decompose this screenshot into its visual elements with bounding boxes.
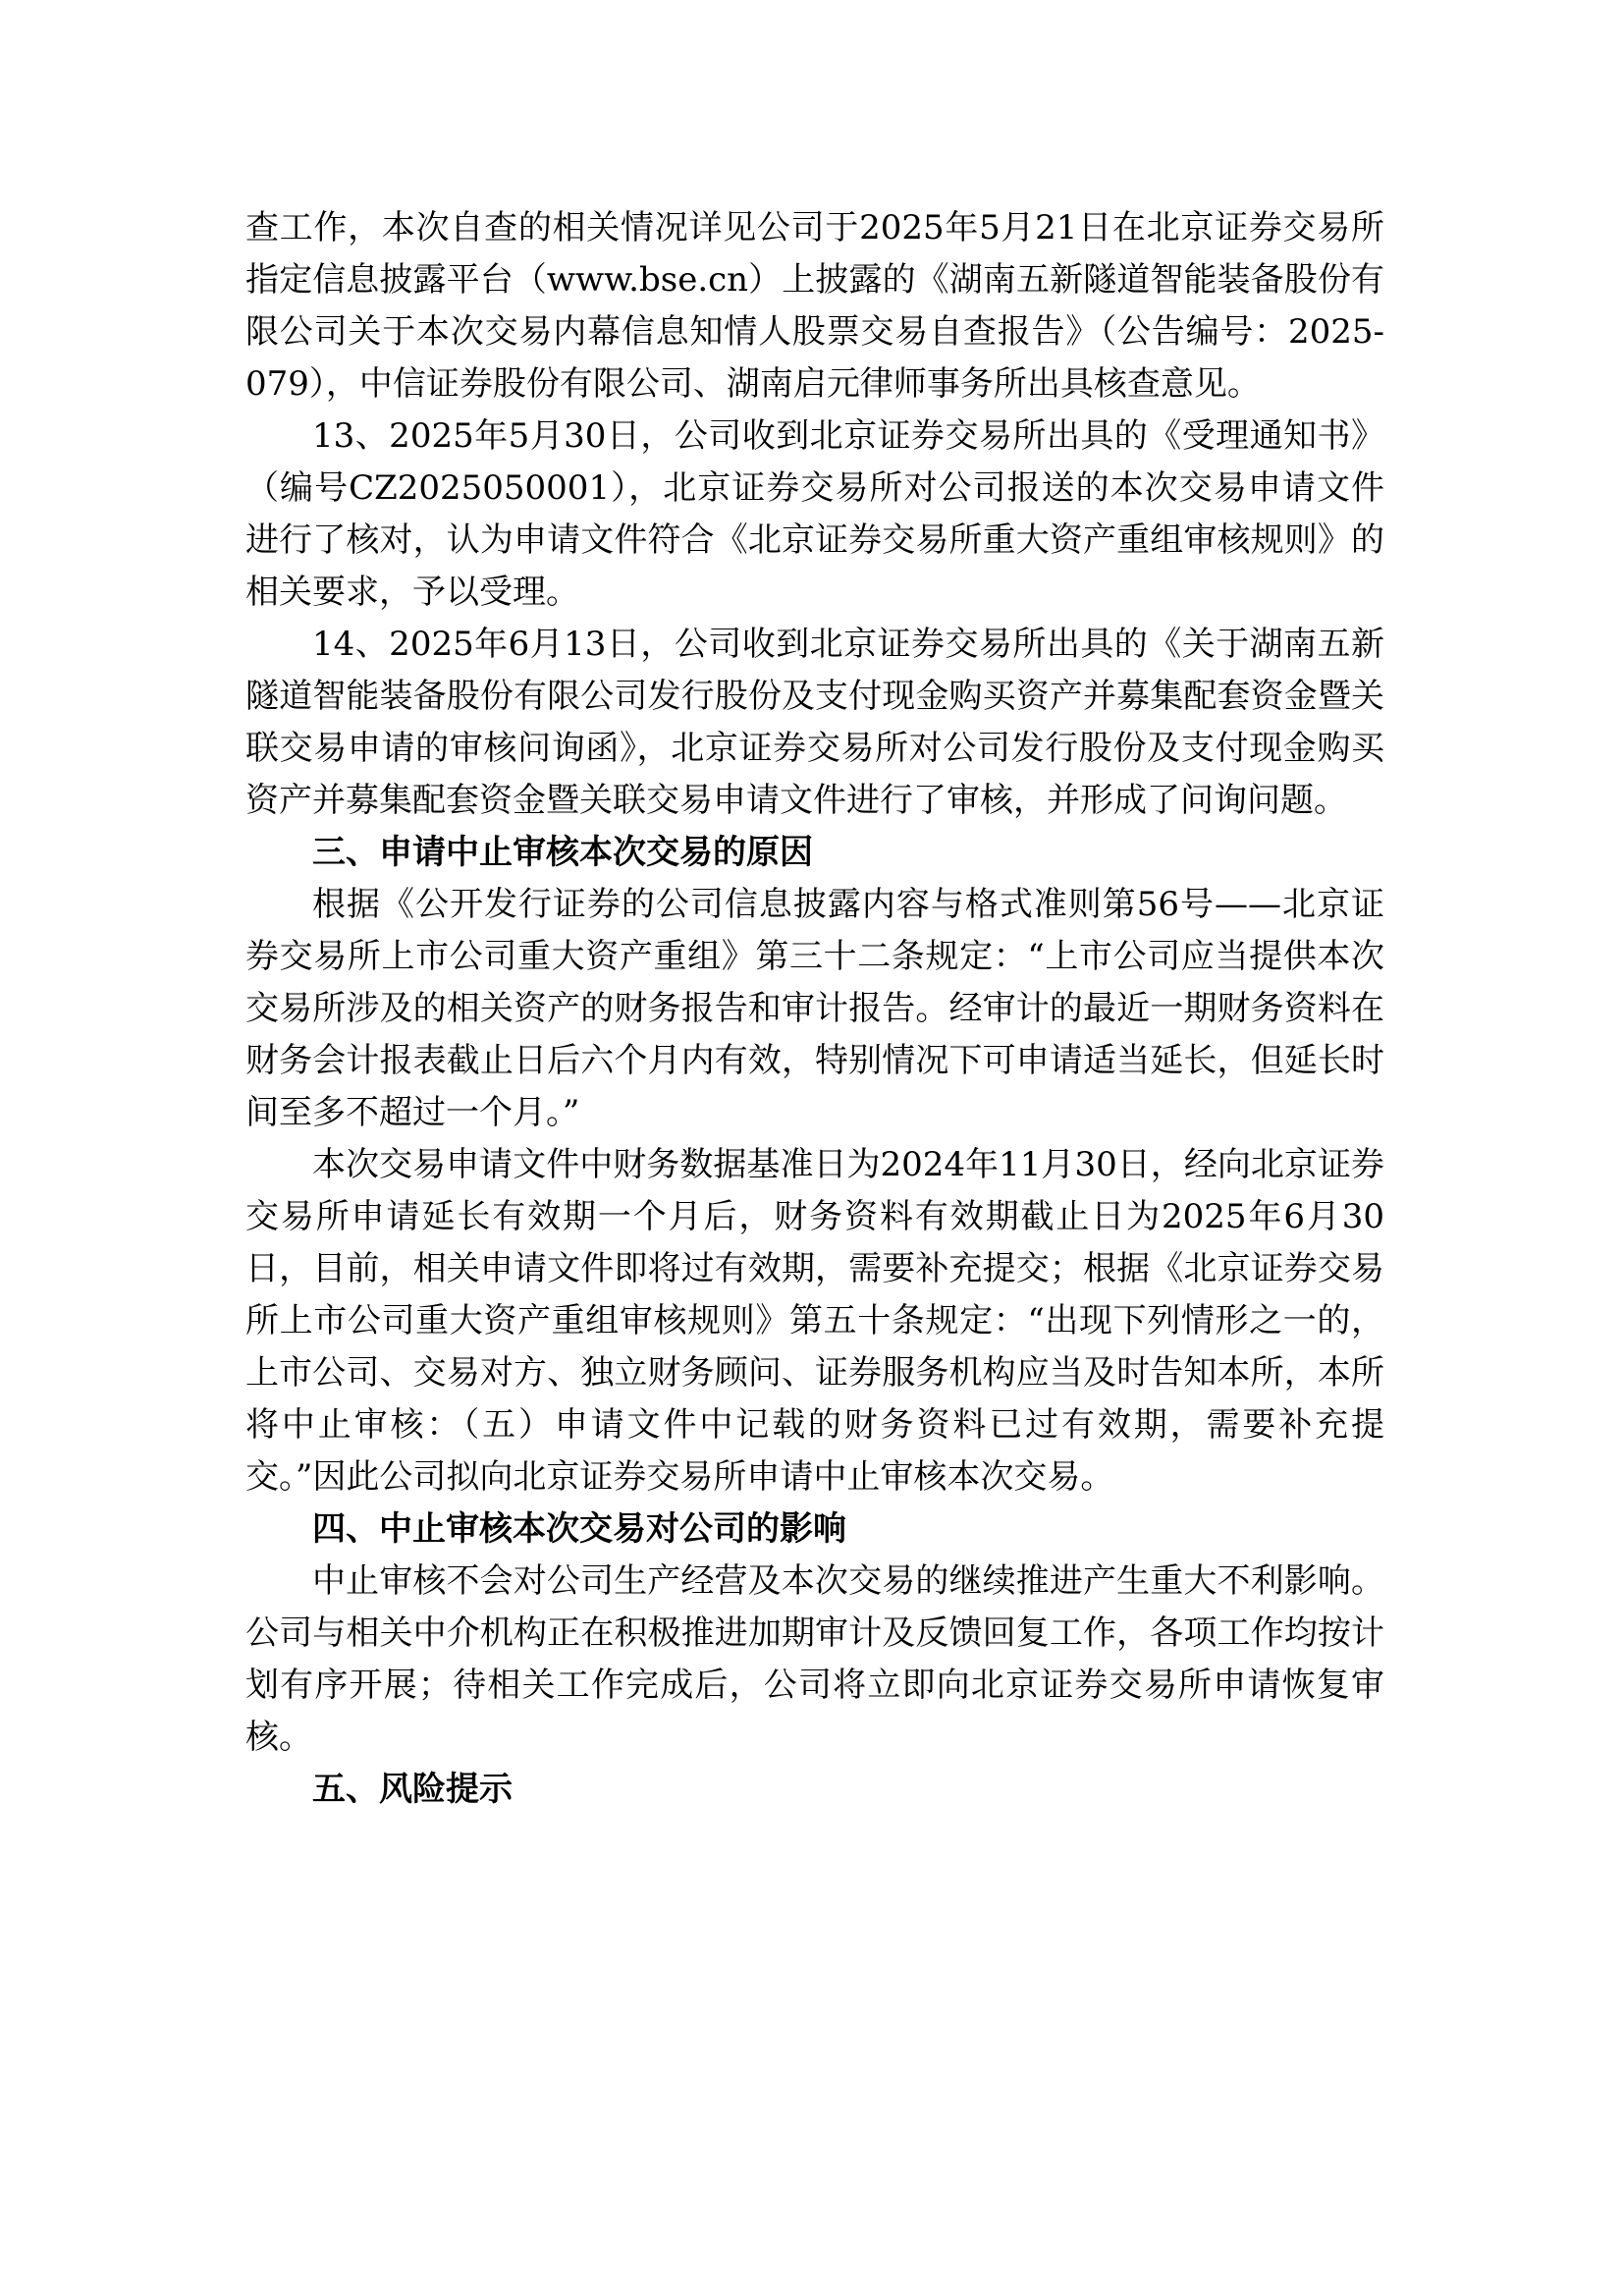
paragraph-section4-impact: 中止审核不会对公司生产经营及本次交易的继续推进产生重大不利影响。公司与相关中介机构正在积极推进加期审计及反馈回复工作，各项工作均按计划有序开展；待相关工作完成后，公司将立即向北京证券交易所申请恢复审核。	[245, 1561, 1384, 1757]
document-body	[245, 202, 1384, 1816]
paragraph-item-14: 14、2025年6月13日，公司收到北京证券交易所出具的《关于湖南五新隧道智能装备股份有限公司发行股份及支付现金购买资产并募集配套资金暨关联交易申请的审核问询函》，北京证券交易所对公司发行股份及支付现金购买资产并募集配套资金暨关联交易申请文件进行了审核，并形成了问询问题。	[245, 625, 1384, 820]
paragraph-self-check-continued: 查工作，本次自查的相关情况详见公司于2025年5月21日在北京证券交易所指定信息披露平台（www.bse.cn）上披露的《湖南五新隧道智能装备股份有限公司关于本次交易内幕信息知情人股票交易自查报告》（公告编号：2025-079），中信证券股份有限公司、湖南启元律师事务所出具核查意见。	[245, 208, 1384, 404]
section-heading-4: 四、中止审核本次交易对公司的影响	[312, 1509, 846, 1549]
section-heading-3: 三、申请中止审核本次交易的原因	[312, 833, 813, 872]
paragraph-item-13: 13、2025年5月30日，公司收到北京证券交易所出具的《受理通知书》（编号CZ2025050001），北京证券交易所对公司报送的本次交易申请文件进行了核对，认为申请文件符合《北京证券交易所重大资产重组审核规则》的相关要求，予以受理。	[245, 416, 1384, 612]
paragraph-section3-reason: 本次交易申请文件中财务数据基准日为2024年11月30日，经向北京证券交易所申请延长有效期一个月后，财务资料有效期截止日为2025年6月30日，目前，相关申请文件即将过有效期，需要补充提交；根据《北京证券交易所上市公司重大资产重组审核规则》第五十条规定：“出现下列情形之一的，上市公司、交易对方、独立财务顾问、证券服务机构应当及时告知本所，本所将中止审核：（五）申请文件中记载的财务资料已过有效期，需要补充提交。”因此公司拟向北京证券交易所申请中止审核本次交易。	[245, 1145, 1384, 1497]
paragraph-section3-rule: 根据《公开发行证券的公司信息披露内容与格式准则第56号——北京证券交易所上市公司重大资产重组》第三十二条规定：“上市公司应当提供本次交易所涉及的相关资产的财务报告和审计报告。经审计的最近一期财务资料在财务会计报表截止日后六个月内有效，特别情况下可申请适当延长，但延长时间至多不超过一个月。”	[245, 885, 1384, 1132]
section-heading-5: 五、风险提示	[312, 1770, 513, 1809]
